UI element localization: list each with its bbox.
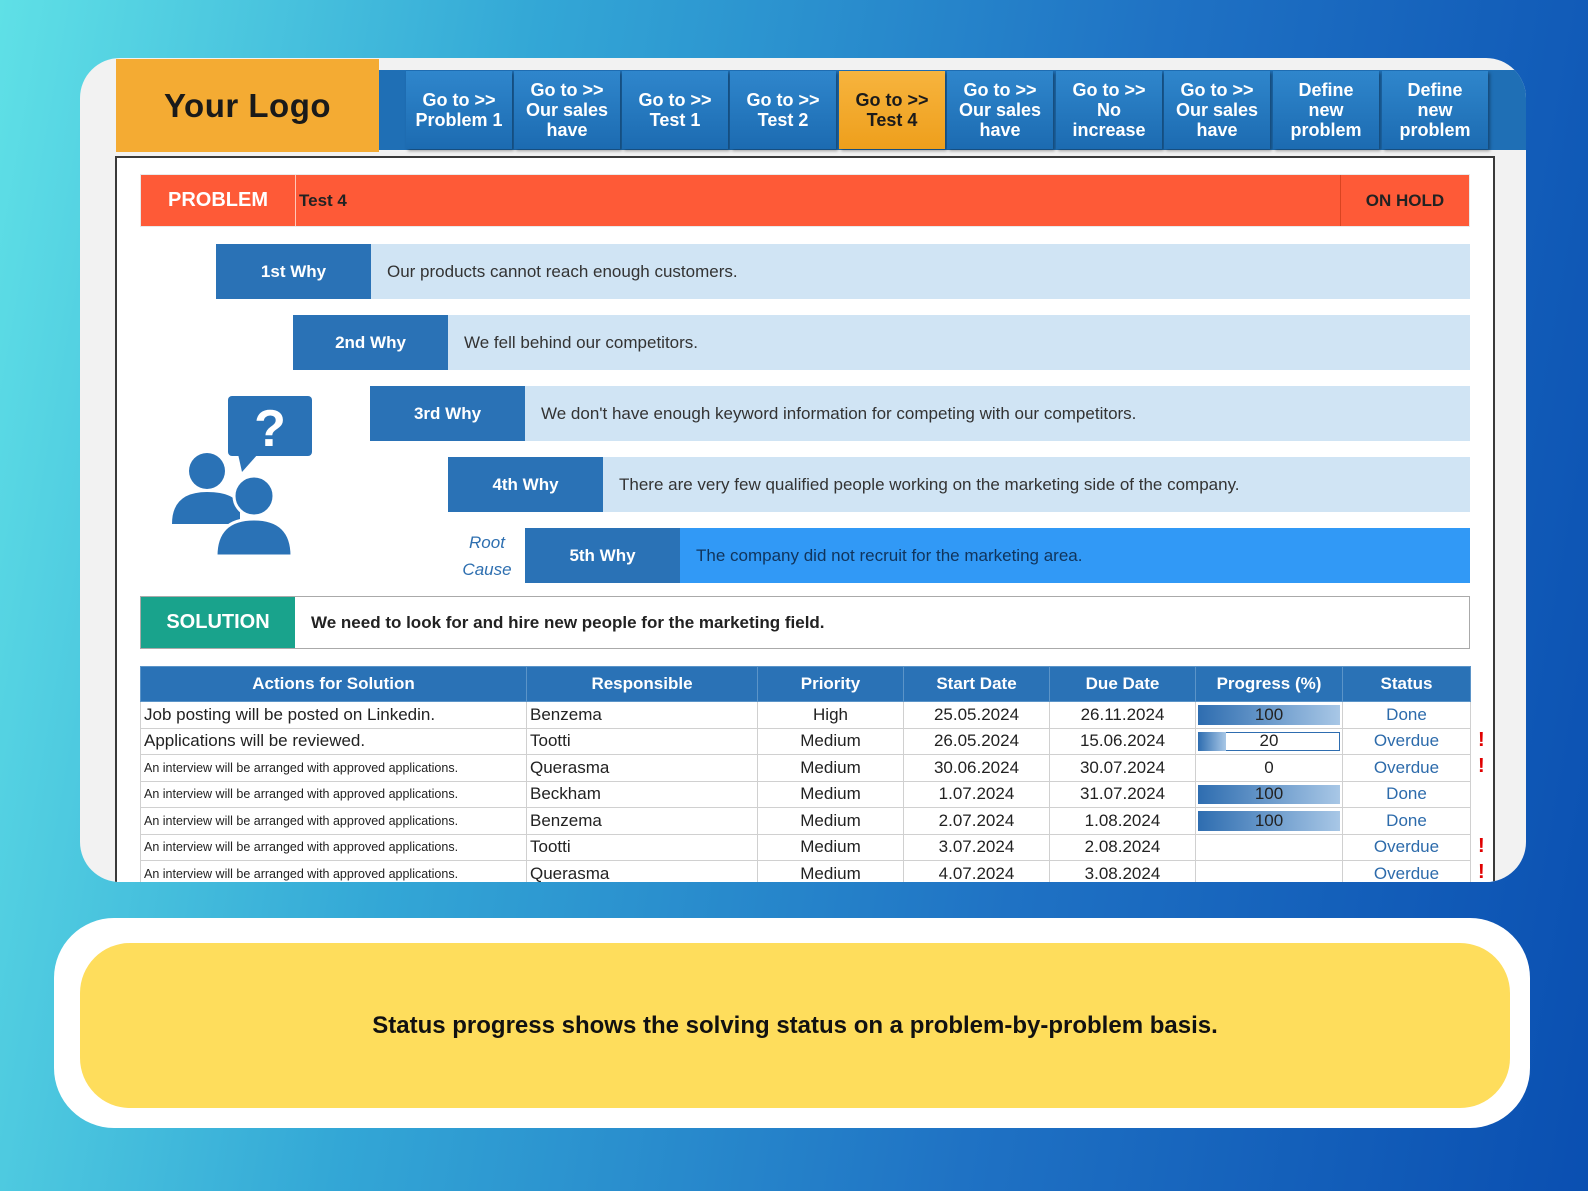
nav-label-line: problem <box>1290 120 1362 140</box>
status-cell[interactable]: Overdue <box>1343 861 1471 883</box>
nav-label-line: Problem 1 <box>415 110 503 130</box>
nav-label-line: increase <box>1072 120 1146 140</box>
nav-button-label <box>406 90 512 130</box>
column-header[interactable]: Due Date <box>1050 667 1196 702</box>
start-date-cell[interactable]: 30.06.2024 <box>904 755 1050 782</box>
action-cell[interactable]: An interview will be arranged with approved applications. <box>141 834 527 861</box>
start-date-cell[interactable]: 3.07.2024 <box>904 834 1050 861</box>
due-date-cell[interactable]: 3.08.2024 <box>1050 861 1196 883</box>
due-date-cell[interactable]: 2.08.2024 <box>1050 834 1196 861</box>
nav-button-label <box>1164 80 1270 140</box>
column-header[interactable]: Actions for Solution <box>141 667 527 702</box>
responsible-cell[interactable]: Benzema <box>527 808 758 835</box>
nav-button-6[interactable] <box>947 71 1053 149</box>
progress-cell[interactable] <box>1196 702 1343 729</box>
solution-label: SOLUTION <box>141 597 295 648</box>
overdue-alert-icon: ! <box>1478 755 1485 777</box>
why-text[interactable]: The company did not recruit for the marketing area. <box>680 528 1470 583</box>
start-date-cell[interactable]: 1.07.2024 <box>904 781 1050 808</box>
nav-button-label <box>1056 80 1162 140</box>
priority-cell[interactable]: Medium <box>758 861 904 883</box>
actions-table <box>140 666 1471 882</box>
nav-button-label <box>730 90 836 130</box>
nav-button-9[interactable] <box>1273 71 1379 149</box>
nav-label-line: Go to >> <box>638 90 712 110</box>
nav-label-line: new <box>1417 100 1453 120</box>
responsible-cell[interactable]: Benzema <box>527 702 758 729</box>
responsible-cell[interactable]: Tootti <box>527 728 758 755</box>
why-row-5-root <box>525 528 1470 583</box>
why-label: 1st Why <box>216 244 371 299</box>
status-cell[interactable]: Done <box>1343 702 1471 729</box>
action-cell[interactable]: An interview will be arranged with approved applications. <box>141 861 527 883</box>
action-cell[interactable]: An interview will be arranged with approved applications. <box>141 781 527 808</box>
problem-name[interactable]: Test 4 <box>299 191 347 210</box>
progress-value: 100 <box>1254 704 1284 724</box>
progress-cell[interactable] <box>1196 781 1343 808</box>
root-cause-note <box>453 529 521 583</box>
responsible-cell[interactable]: Querasma <box>527 755 758 782</box>
start-date-cell[interactable]: 2.07.2024 <box>904 808 1050 835</box>
svg-text:?: ? <box>254 400 286 458</box>
spreadsheet-card <box>80 58 1526 882</box>
status-cell[interactable]: Overdue <box>1343 834 1471 861</box>
nav-button-label <box>1273 80 1379 140</box>
nav-label-line: Test 2 <box>757 110 809 130</box>
table-row[interactable] <box>141 755 1471 782</box>
progress-bar-frame <box>1198 864 1340 882</box>
nav-label-line: Go to >> <box>1180 80 1254 100</box>
table-row[interactable] <box>141 808 1471 835</box>
nav-button-3[interactable] <box>622 71 728 149</box>
nav-label-line: new <box>1308 100 1344 120</box>
nav-button-label <box>1382 80 1488 140</box>
nav-label-line: Go to >> <box>746 90 820 110</box>
progress-value: 20 <box>1259 731 1279 751</box>
priority-cell[interactable]: Medium <box>758 728 904 755</box>
progress-bar-frame <box>1198 838 1340 858</box>
overdue-alert-icon: ! <box>1478 834 1485 857</box>
why-row-3 <box>370 386 1470 441</box>
priority-cell[interactable]: High <box>758 702 904 729</box>
problem-bar <box>140 174 1470 227</box>
nav-label-line: Go to >> <box>963 80 1037 100</box>
column-header[interactable]: Priority <box>758 667 904 702</box>
why-text[interactable]: We fell behind our competitors. <box>448 315 1470 370</box>
nav-button-10[interactable] <box>1382 71 1488 149</box>
logo: Your Logo <box>116 59 379 152</box>
action-cell[interactable]: An interview will be arranged with approved applications. <box>141 808 527 835</box>
nav-label-line: have <box>979 120 1021 140</box>
progress-cell[interactable] <box>1196 808 1343 835</box>
due-date-cell[interactable]: 26.11.2024 <box>1050 702 1196 729</box>
table-header-row <box>141 667 1471 702</box>
column-header[interactable]: Status <box>1343 667 1471 702</box>
table-row[interactable] <box>141 861 1471 883</box>
action-cell[interactable]: Applications will be reviewed. <box>141 728 527 755</box>
nav-label-line: Test 4 <box>866 110 918 130</box>
overdue-alert-icon: ! <box>1478 728 1485 751</box>
why-row-2 <box>293 315 1470 370</box>
nav-button-2[interactable] <box>514 71 620 149</box>
due-date-cell[interactable]: 15.06.2024 <box>1050 728 1196 755</box>
action-cell[interactable]: Job posting will be posted on Linkedin. <box>141 702 527 729</box>
status-cell[interactable]: Overdue <box>1343 755 1471 782</box>
status-cell[interactable]: Done <box>1343 808 1471 835</box>
caption-card <box>54 918 1530 1128</box>
progress-cell[interactable] <box>1196 861 1343 883</box>
problem-status-badge[interactable]: ON HOLD <box>1340 175 1469 226</box>
why-text[interactable]: Our products cannot reach enough customers. <box>371 244 1470 299</box>
why-row-4 <box>448 457 1470 512</box>
nav-label-line: Go to >> <box>1072 80 1146 100</box>
why-text[interactable]: We don't have enough keyword information for competing with our competitors. <box>525 386 1470 441</box>
nav-label-line: Go to >> <box>530 80 604 100</box>
nav-label-line: Define <box>1298 80 1354 100</box>
progress-value: 100 <box>1254 810 1284 830</box>
nav-label-line: Go to >> <box>422 90 496 110</box>
progress-cell[interactable] <box>1196 834 1343 861</box>
why-text[interactable]: There are very few qualified people working on the marketing side of the company. <box>603 457 1470 512</box>
solution-text[interactable]: We need to look for and hire new people for the marketing field. <box>311 613 825 632</box>
why-label: 3rd Why <box>370 386 525 441</box>
people-question-icon <box>170 396 320 561</box>
priority-cell[interactable]: Medium <box>758 755 904 782</box>
table-row[interactable] <box>141 702 1471 729</box>
nav-button-label <box>514 80 620 140</box>
problem-label: PROBLEM <box>141 175 296 226</box>
due-date-cell[interactable]: 1.08.2024 <box>1050 808 1196 835</box>
caption-text: Status progress shows the solving status on a problem-by-problem basis. <box>80 943 1510 1108</box>
due-date-cell[interactable]: 31.07.2024 <box>1050 781 1196 808</box>
nav-label-line: Define <box>1407 80 1463 100</box>
nav-button-4[interactable] <box>730 71 836 149</box>
priority-cell[interactable]: Medium <box>758 781 904 808</box>
progress-cell[interactable] <box>1196 755 1343 782</box>
column-header[interactable]: Progress (%) <box>1196 667 1343 702</box>
start-date-cell[interactable]: 25.05.2024 <box>904 702 1050 729</box>
priority-cell[interactable]: Medium <box>758 834 904 861</box>
nav-label-line: Our sales <box>958 100 1042 120</box>
nav-label-line: Our sales <box>525 100 609 120</box>
start-date-cell[interactable]: 4.07.2024 <box>904 861 1050 883</box>
root-cause-line2: Cause <box>462 560 512 579</box>
root-cause-line1: Root <box>469 533 505 552</box>
table-row[interactable] <box>141 834 1471 861</box>
action-cell[interactable]: An interview will be arranged with approved applications. <box>141 755 527 782</box>
nav-label-line: Test 1 <box>649 110 701 130</box>
why-label: 2nd Why <box>293 315 448 370</box>
status-cell[interactable]: Overdue <box>1343 728 1471 755</box>
nav-button-label <box>839 90 945 130</box>
why-label: 5th Why <box>525 528 680 583</box>
solution-bar <box>140 596 1470 649</box>
status-cell[interactable]: Done <box>1343 781 1471 808</box>
nav-button-7[interactable] <box>1056 71 1162 149</box>
table-row[interactable] <box>141 728 1471 755</box>
responsible-cell[interactable]: Querasma <box>527 861 758 883</box>
nav-label-line: have <box>546 120 588 140</box>
overdue-alert-icon: ! <box>1478 861 1485 882</box>
progress-value: 0 <box>1264 757 1274 777</box>
column-header[interactable]: Start Date <box>904 667 1050 702</box>
nav-label-line: Our sales <box>1175 100 1259 120</box>
due-date-cell[interactable]: 30.07.2024 <box>1050 755 1196 782</box>
nav-label-line: No <box>1097 100 1121 120</box>
priority-cell[interactable]: Medium <box>758 808 904 835</box>
progress-value: 100 <box>1254 784 1284 804</box>
responsible-cell[interactable]: Beckham <box>527 781 758 808</box>
why-label: 4th Why <box>448 457 603 512</box>
why-row-1 <box>216 244 1470 299</box>
nav-label-line: Go to >> <box>855 90 929 110</box>
start-date-cell[interactable]: 26.05.2024 <box>904 728 1050 755</box>
nav-label-line: have <box>1196 120 1238 140</box>
table-row[interactable] <box>141 781 1471 808</box>
nav-button-5[interactable] <box>839 71 945 149</box>
nav-label-line: problem <box>1399 120 1471 140</box>
nav-button-1[interactable] <box>406 71 512 149</box>
column-header[interactable]: Responsible <box>527 667 758 702</box>
nav-button-8[interactable] <box>1164 71 1270 149</box>
responsible-cell[interactable]: Tootti <box>527 834 758 861</box>
nav-button-label <box>947 80 1053 140</box>
progress-cell[interactable] <box>1196 728 1343 755</box>
nav-button-label <box>622 90 728 130</box>
